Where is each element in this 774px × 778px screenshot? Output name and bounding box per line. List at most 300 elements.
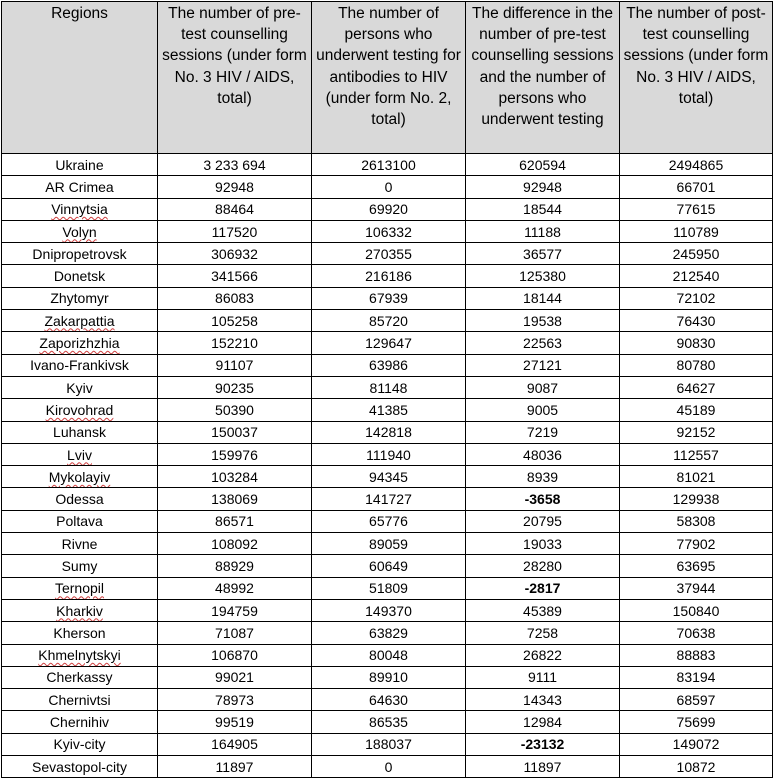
cell-region [2,533,158,555]
cell-difference-text: 125380 [519,268,566,285]
cell-pretest-text: 50390 [215,401,254,418]
cell-tested-text: 81148 [369,379,408,396]
cell-posttest [620,243,773,265]
cell-pretest [158,533,312,555]
table-row [2,577,773,599]
cell-tested [312,354,466,376]
cell-pretest [158,376,312,398]
cell-pretest [158,421,312,443]
cell-tested-text: 94345 [369,468,408,485]
cell-region-text: Zakarpattia [44,312,115,329]
cell-pretest-text: 152210 [211,335,258,352]
cell-posttest-text: 150840 [672,602,720,619]
cell-pretest-text: 138069 [211,491,258,508]
cell-posttest [620,443,773,465]
table-row [2,243,773,265]
table-row [2,354,773,376]
cell-posttest-text: 72102 [676,290,716,307]
cell-region-text: Sumy [61,557,98,574]
cell-region-text: Mykolayiv [48,468,111,485]
cell-pretest [158,466,312,488]
cell-pretest [158,756,312,778]
cell-difference [466,488,620,510]
cell-difference-text: 20795 [523,513,562,530]
cell-tested [312,756,466,778]
cell-region-text: Odessa [55,491,104,508]
cell-region [2,599,158,621]
cell-posttest-text: 83194 [676,669,716,686]
cell-pretest [158,577,312,599]
cell-difference [466,265,620,287]
cell-region-text: Chernivtsi [48,691,111,708]
cell-difference-text: 9005 [526,401,559,418]
cell-pretest [158,287,312,309]
table-row [2,332,773,354]
cell-posttest-text: 70638 [676,624,716,641]
cell-tested-text: 141727 [365,491,412,508]
cell-posttest-text: 45189 [676,401,716,418]
cell-tested [312,399,466,421]
cell-difference [466,510,620,532]
cell-difference-text: 27121 [523,357,562,374]
cell-difference-text: 7258 [526,624,559,641]
cell-difference-text: 11188 [524,223,561,240]
cell-posttest [620,265,773,287]
cell-region-text: Luhansk [53,424,106,441]
cell-pretest-text: 341566 [211,268,258,285]
cell-tested-text: 142818 [365,424,412,441]
cell-posttest [620,332,773,354]
cell-difference [466,421,620,443]
cell-difference-text: 8939 [526,468,559,485]
cell-posttest [620,756,773,778]
table-row [2,466,773,488]
cell-tested-text: 106332 [365,223,412,240]
cell-tested [312,176,466,198]
cell-difference [466,243,620,265]
cell-posttest [620,399,773,421]
cell-posttest [620,510,773,532]
cell-region [2,555,158,577]
cell-posttest [620,220,773,242]
cell-pretest [158,599,312,621]
cell-pretest [158,488,312,510]
cell-tested-text: 63829 [369,624,408,641]
cell-region-text: Rivne [61,535,98,552]
cell-tested [312,466,466,488]
cell-posttest [620,176,773,198]
cell-pretest-text: 117520 [211,223,258,240]
cell-posttest [620,622,773,644]
cell-tested-text: 65776 [369,513,408,530]
cell-posttest-text: 245950 [672,245,720,262]
table-row [2,689,773,711]
cell-tested-text: 41385 [369,401,408,418]
cell-pretest [158,310,312,332]
cell-tested [312,443,466,465]
cell-tested-text: 63986 [369,357,408,374]
cell-posttest-text: 63695 [676,557,716,574]
cell-pretest-text: 105258 [211,312,258,329]
cell-tested-text: 188037 [365,736,412,753]
cell-region [2,488,158,510]
cell-region-text: Vinnytsia [51,201,108,218]
cell-tested-text: 51809 [369,580,408,597]
cell-posttest-text: 212540 [672,268,720,285]
table-row [2,555,773,577]
cell-difference [466,220,620,242]
cell-region-text: Ternopil [54,580,105,597]
cell-pretest-text: 91107 [215,357,254,374]
cell-pretest [158,622,312,644]
cell-pretest-text: 99519 [215,714,254,731]
cell-difference-text: 45389 [523,602,562,619]
cell-difference-text: 19033 [523,535,562,552]
cell-tested-text: 64630 [369,691,408,708]
table-row [2,220,773,242]
cell-posttest [620,599,773,621]
cell-posttest-text: 81021 [676,468,716,485]
cell-pretest-text: 103284 [211,468,258,485]
cell-posttest [620,154,773,176]
cell-tested [312,265,466,287]
cell-region-text: Kherson [53,624,106,641]
cell-posttest-text: 129938 [672,491,720,508]
cell-difference [466,154,620,176]
cell-posttest-text: 77615 [676,201,716,218]
cell-difference [466,733,620,755]
header-row [2,2,773,154]
cell-posttest [620,666,773,688]
cell-region [2,466,158,488]
cell-tested [312,577,466,599]
cell-region-text: Ivano-Frankivsk [30,357,129,374]
cell-pretest [158,354,312,376]
cell-difference-text: 92948 [523,178,562,195]
cell-posttest-text: 90830 [676,335,716,352]
table-body [2,154,773,778]
cell-tested-text: 111940 [366,446,411,463]
cell-tested [312,220,466,242]
cell-posttest-text: 149072 [672,736,720,753]
cell-pretest-text: 99021 [215,669,254,686]
cell-tested [312,622,466,644]
cell-region-text: AR Crimea [45,178,114,195]
table-row [2,176,773,198]
table-row [2,510,773,532]
cell-pretest [158,733,312,755]
cell-region [2,577,158,599]
cell-tested-text: 89059 [369,535,408,552]
cell-tested-text: 67939 [369,290,408,307]
cell-region [2,443,158,465]
cell-pretest [158,644,312,666]
cell-posttest [620,577,773,599]
table-row [2,644,773,666]
cell-posttest [620,310,773,332]
cell-difference [466,555,620,577]
cell-region [2,220,158,242]
table-row [2,733,773,755]
cell-tested [312,599,466,621]
cell-pretest [158,443,312,465]
cell-tested [312,689,466,711]
table-row [2,622,773,644]
cell-pretest-text: 92948 [215,178,254,195]
cell-tested-text: 0 [384,758,393,775]
cell-region [2,376,158,398]
cell-posttest-text: 75699 [676,714,716,731]
cell-difference [466,756,620,778]
cell-region [2,154,158,176]
cell-difference-text: 9087 [526,379,559,396]
cell-difference [466,577,620,599]
cell-difference [466,287,620,309]
header-regions: Regions [2,2,158,154]
cell-region [2,421,158,443]
cell-posttest-text: 64627 [676,379,716,396]
cell-pretest-text: 86083 [215,290,254,307]
cell-region [2,310,158,332]
cell-region [2,756,158,778]
cell-posttest [620,287,773,309]
cell-posttest-text: 76430 [676,312,716,329]
cell-tested [312,533,466,555]
cell-difference-text: 14343 [523,691,562,708]
cell-region-text: Dnipropetrovsk [32,245,127,262]
cell-posttest [620,533,773,555]
cell-tested [312,711,466,733]
cell-pretest [158,510,312,532]
cell-difference [466,599,620,621]
cell-posttest-text: 112557 [673,446,719,463]
cell-posttest-text: 66701 [676,178,716,195]
cell-tested [312,376,466,398]
cell-tested [312,488,466,510]
cell-region-text: Kyiv [66,379,93,396]
cell-region [2,510,158,532]
cell-pretest-text: 88464 [215,201,254,218]
regional-hiv-testing-table [1,1,773,778]
cell-tested-text: 86535 [369,714,408,731]
header-difference: The difference in the number of pre-test counselling sessions and the number of persons who underwent testing [466,2,620,154]
table-row [2,421,773,443]
cell-difference [466,443,620,465]
header-posttest-counselling: The number of post-test counselling sessions (under form No. 3 HIV / AIDS, total) [620,2,773,154]
cell-difference-text: 9111 [527,669,558,686]
table-row [2,399,773,421]
cell-posttest-text: 77902 [676,535,716,552]
cell-tested [312,421,466,443]
cell-difference-text: -23132 [520,736,565,753]
table-row [2,756,773,778]
cell-posttest [620,555,773,577]
cell-region-text: Donetsk [53,268,106,285]
cell-region [2,287,158,309]
cell-tested-text: 2613100 [361,156,416,173]
cell-difference [466,644,620,666]
cell-region [2,644,158,666]
cell-posttest [620,354,773,376]
table-header [2,2,773,154]
table-row [2,533,773,555]
header-pretest-counselling: The number of pre-test counselling sessions (under form No. 3 HIV / AIDS, total) [158,2,312,154]
cell-tested [312,332,466,354]
cell-pretest-text: 306932 [211,245,258,262]
cell-tested [312,154,466,176]
cell-region [2,689,158,711]
table-row [2,154,773,176]
cell-tested [312,644,466,666]
cell-difference-text: 22563 [523,335,562,352]
cell-posttest-text: 10872 [676,758,716,775]
table-row [2,666,773,688]
cell-pretest [158,220,312,242]
cell-difference-text: 12984 [523,714,562,731]
cell-pretest-text: 48992 [215,580,254,597]
cell-region [2,176,158,198]
cell-region [2,733,158,755]
cell-region-text: Cherkassy [46,669,113,686]
cell-region-text: Zaporizhzhia [39,335,120,352]
cell-tested [312,555,466,577]
cell-region-text: Poltava [56,513,103,530]
cell-posttest [620,376,773,398]
cell-pretest [158,265,312,287]
cell-tested-text: 89910 [369,669,408,686]
cell-region-text: Chernihiv [49,714,110,731]
cell-difference [466,711,620,733]
cell-tested-text: 216186 [365,268,412,285]
cell-region [2,666,158,688]
cell-posttest [620,421,773,443]
cell-difference [466,466,620,488]
table-row [2,198,773,220]
cell-pretest-text: 71087 [215,624,254,641]
cell-tested [312,310,466,332]
table-row [2,599,773,621]
cell-pretest [158,154,312,176]
cell-region [2,622,158,644]
cell-difference [466,310,620,332]
cell-tested [312,510,466,532]
cell-difference-text: 28280 [523,557,562,574]
cell-pretest [158,198,312,220]
cell-tested-text: 60649 [369,557,408,574]
cell-pretest-text: 108092 [211,535,258,552]
cell-pretest-text: 11897 [215,758,254,775]
cell-posttest-text: 110789 [673,223,719,240]
table-row [2,711,773,733]
cell-posttest [620,733,773,755]
table-row [2,488,773,510]
cell-tested-text: 69920 [369,201,408,218]
table-row [2,265,773,287]
cell-posttest-text: 37944 [676,580,716,597]
cell-posttest-text: 58308 [676,513,716,530]
cell-difference-text: 7219 [526,424,559,441]
cell-pretest [158,555,312,577]
cell-pretest [158,332,312,354]
cell-region-text: Kyiv-city [53,736,106,753]
cell-pretest [158,666,312,688]
table-row [2,287,773,309]
cell-pretest-text: 86571 [215,513,254,530]
table-row [2,310,773,332]
cell-difference-text: -3658 [524,491,561,508]
cell-region-text: Ukraine [55,156,104,173]
cell-region [2,711,158,733]
cell-difference-text: 26822 [523,647,562,664]
cell-region-text: Kharkiv [56,602,103,619]
cell-region-text: Volyn [62,223,97,240]
cell-pretest-text: 3 233 694 [203,156,266,173]
cell-region [2,399,158,421]
cell-pretest-text: 78973 [215,691,254,708]
cell-difference [466,198,620,220]
cell-tested-text: 270355 [365,245,412,262]
cell-region [2,265,158,287]
cell-pretest [158,399,312,421]
cell-pretest [158,711,312,733]
cell-pretest-text: 194759 [211,602,258,619]
cell-posttest [620,466,773,488]
header-persons-tested: The number of persons who underwent testing for antibodies to HIV (under form No. 2, total) [312,2,466,154]
cell-difference [466,332,620,354]
cell-tested [312,666,466,688]
cell-posttest [620,644,773,666]
table-row [2,443,773,465]
cell-posttest [620,488,773,510]
cell-pretest-text: 90235 [215,379,254,396]
cell-difference-text: 11897 [523,758,562,775]
cell-tested-text: 149370 [365,602,412,619]
cell-difference [466,533,620,555]
cell-tested-text: 129647 [365,335,412,352]
cell-difference-text: 18144 [523,290,562,307]
cell-difference-text: 620594 [519,156,566,173]
cell-region-text: Sevastopol-city [32,758,127,775]
cell-tested-text: 85720 [369,312,408,329]
cell-pretest-text: 150037 [211,424,258,441]
cell-difference [466,666,620,688]
cell-pretest-text: 88929 [215,557,254,574]
cell-difference-text: 19538 [523,312,562,329]
cell-region [2,198,158,220]
cell-pretest [158,243,312,265]
cell-pretest-text: 159976 [211,446,258,463]
cell-tested [312,243,466,265]
cell-tested-text: 80048 [369,647,408,664]
cell-posttest [620,689,773,711]
cell-region [2,354,158,376]
cell-tested [312,733,466,755]
cell-difference-text: 48036 [523,446,562,463]
cell-tested-text: 0 [384,178,393,195]
cell-region-text: Kirovohrad [45,401,114,418]
cell-difference-text: 18544 [523,201,562,218]
cell-posttest-text: 88883 [676,647,716,664]
cell-difference [466,399,620,421]
cell-posttest [620,198,773,220]
cell-difference [466,354,620,376]
cell-region-text: Khmelnytskyi [38,647,121,664]
cell-posttest [620,711,773,733]
cell-difference-text: -2817 [524,580,561,597]
table-row [2,376,773,398]
cell-difference [466,376,620,398]
cell-posttest-text: 68597 [676,691,716,708]
